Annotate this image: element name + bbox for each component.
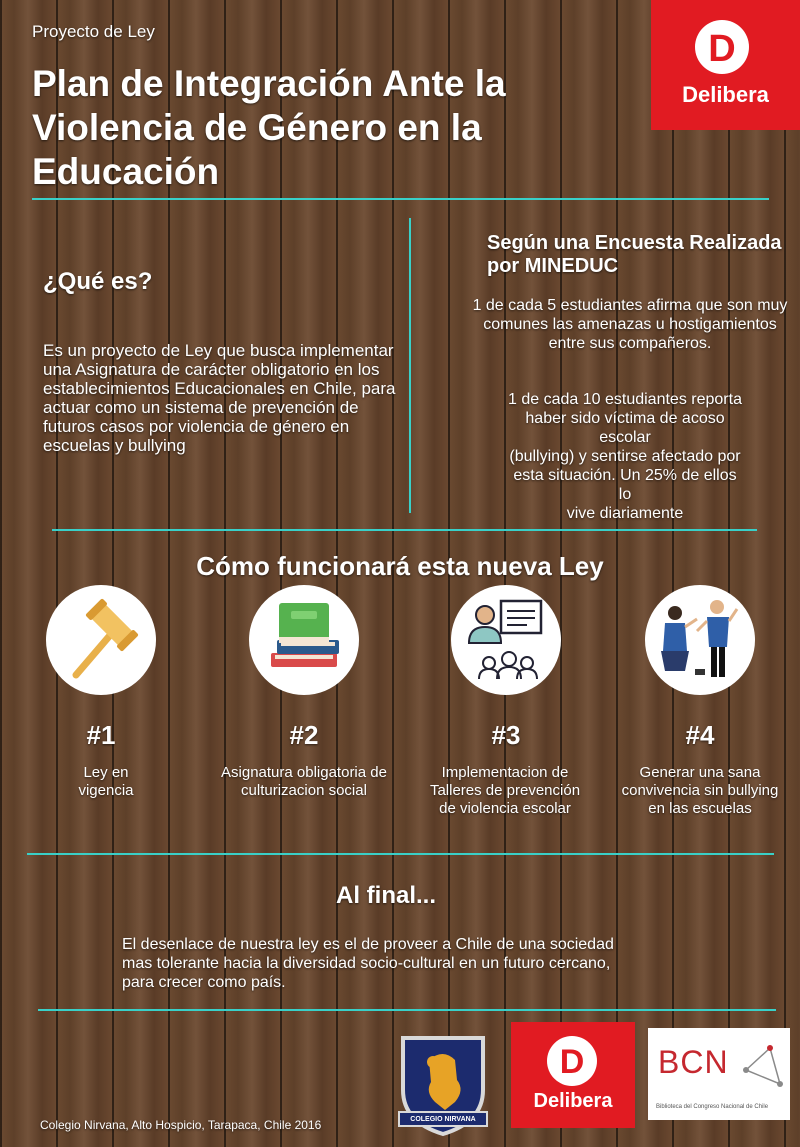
- delibera-logo: [651, 0, 800, 130]
- bcn-triangle-icon: [740, 1042, 786, 1092]
- step-2-number: #2: [289, 720, 319, 750]
- page-title: Plan de Integración Ante la Violencia de Género en la Educación: [32, 63, 506, 192]
- step-3-number: #3: [491, 720, 521, 750]
- encuesta-title: Según una Encuesta Realizada por MINEDUC: [487, 232, 782, 277]
- delibera-wordmark-bottom: Delibera: [533, 1090, 613, 1112]
- divider-bottom: [38, 1009, 776, 1011]
- delibera-logo-bottom: [511, 1022, 635, 1128]
- step-1-caption: Ley en vigencia: [78, 764, 134, 799]
- gavel-icon: [46, 585, 156, 695]
- step-3-caption: Implementacion de Talleres de prevención de violencia escolar: [429, 764, 581, 817]
- step-4-number: #4: [685, 720, 715, 750]
- final-body: El desenlace de nuestra ley es el de proveer a Chile de una sociedad mas tolerante hacia la diversidad socio-cultural en un futuro cercano, para crecer como país.: [122, 936, 614, 991]
- que-es-title: ¿Qué es?: [43, 268, 153, 295]
- step-1-circle: [46, 585, 156, 695]
- books-icon: [249, 585, 359, 695]
- people-arguing-icon: [645, 585, 755, 695]
- step-2-circle: [249, 585, 359, 695]
- delibera-wordmark: Delibera: [682, 82, 769, 107]
- que-es-body: Es un proyecto de Ley que busca implementar una Asignatura de carácter obligatorio en los establecimientos Educacionales en Chile, para actuar como un sistema de prevención de futuros casos por violencia de género en escuelas y bullying: [43, 341, 396, 455]
- kicker-text: Proyecto de Ley: [32, 22, 155, 41]
- footer-credit: Colegio Nirvana, Alto Hospicio, Tarapaca, Chile 2016: [40, 1118, 322, 1132]
- delibera-d-icon-bottom: D: [547, 1036, 597, 1086]
- crest-label: COLEGIO NIRVANA: [410, 1116, 476, 1123]
- divider-middle: [52, 529, 757, 531]
- step-2-caption: Asignatura obligatoria de culturizacion social: [221, 764, 387, 799]
- bcn-wordmark: BCN: [658, 1044, 729, 1080]
- step-1-number: #1: [86, 720, 116, 750]
- step-4-caption: Generar una sana convivencia sin bullying en las escuelas: [621, 764, 779, 817]
- teacher-icon: [451, 585, 561, 695]
- how-title: Cómo funcionará esta nueva Ley: [196, 551, 604, 581]
- delibera-d-icon: D: [695, 20, 749, 74]
- divider-vertical: [409, 218, 411, 513]
- divider-top: [32, 198, 769, 200]
- final-title: Al final...: [335, 882, 436, 909]
- bcn-logo: [648, 1028, 790, 1120]
- divider-lower: [27, 853, 774, 855]
- encuesta-paragraph-2: 1 de cada 10 estudiantes reporta haber sido víctima de acoso escolar (bullying) y sentirse afectado por esta situación. Un 25% de ellos lo vive diariamente: [508, 391, 742, 522]
- bcn-subtitle: Biblioteca del Congreso Nacional de Chile: [656, 1104, 769, 1110]
- colegio-nirvana-crest: [395, 1030, 491, 1138]
- step-4-circle: [645, 585, 755, 695]
- encuesta-paragraph-1: 1 de cada 5 estudiantes afirma que son muy comunes las amenazas u hostigamientos entre sus compañeros.: [472, 297, 788, 352]
- step-3-circle: [451, 585, 561, 695]
